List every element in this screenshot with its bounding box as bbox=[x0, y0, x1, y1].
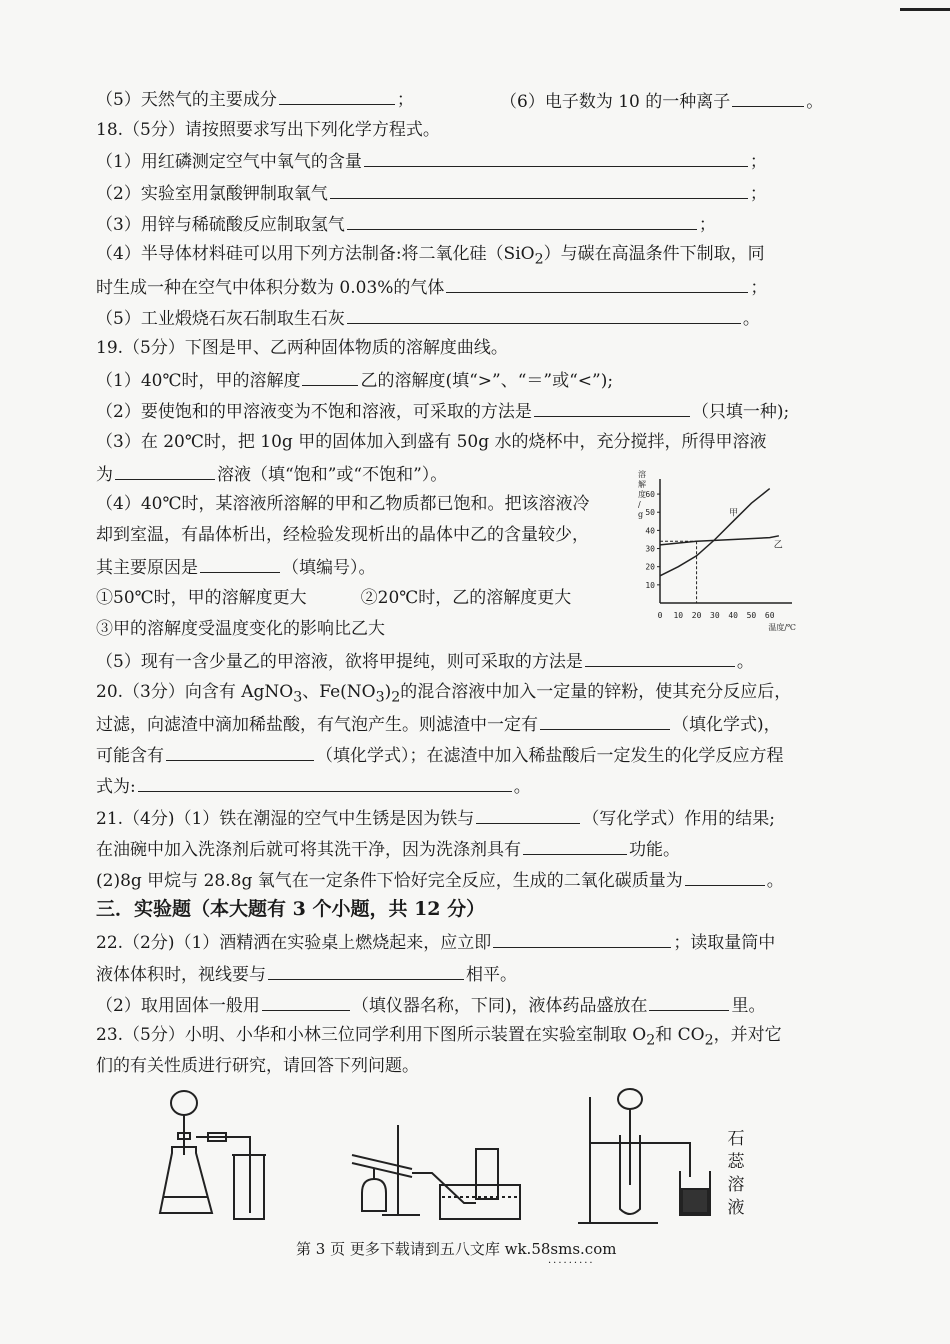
y-tick-label: 50 bbox=[645, 508, 655, 518]
q20-text: ) bbox=[384, 682, 392, 702]
x-tick-label: 0 bbox=[657, 611, 663, 620]
q18-item4-line2 bbox=[96, 275, 767, 299]
solubility-chart bbox=[630, 465, 800, 640]
answer-blank[interactable] bbox=[347, 212, 697, 230]
q23-text: 23.（5分）小明、小华和小林三位同学利用下图所示装置在实验室制取 O bbox=[96, 1025, 647, 1045]
x-tick-label: 50 bbox=[746, 611, 757, 620]
q18-item2 bbox=[96, 181, 767, 205]
q18-heading: 18.（5分）请按照要求写出下列化学方程式。 bbox=[96, 120, 440, 140]
lab-apparatus-figure bbox=[150, 1085, 770, 1235]
chart-axes bbox=[660, 479, 792, 603]
q17-item5-text: （5）天然气的主要成分 bbox=[96, 90, 277, 110]
chart-labels bbox=[638, 469, 796, 632]
q22-text: （填仪器名称，下同)，液体药品盛放在 bbox=[351, 996, 648, 1016]
q19-item1-text-cont: 乙的溶解度(填“>”、“＝”或“<”); bbox=[360, 371, 614, 391]
q20-text: （填化学式)， bbox=[672, 715, 781, 735]
q17-item5-end: ； bbox=[396, 90, 414, 110]
q21-text: 在油碗中加入洗涤剂后就可将其洗干净，因为洗涤剂具有 bbox=[96, 840, 521, 860]
y-tick-label: 20 bbox=[645, 562, 655, 572]
x-tick-label: 10 bbox=[673, 611, 684, 620]
chart-series bbox=[660, 489, 779, 603]
q18-item1-text: （1）用红磷测定空气中氧气的含量 bbox=[96, 152, 362, 172]
answer-blank[interactable] bbox=[166, 743, 314, 761]
series-label: 甲 bbox=[729, 508, 739, 519]
answer-blank[interactable] bbox=[279, 87, 395, 105]
y-tick-label: 40 bbox=[645, 526, 655, 536]
litmus-solution-label: 石蕊溶液 bbox=[727, 1129, 745, 1218]
x-tick-label: 30 bbox=[710, 611, 720, 620]
q19-item4-line2: 却到室温，有晶体析出，经检验发现析出的晶体中乙的含量较少， bbox=[96, 525, 589, 545]
q18-item5-text: （5）工业煅烧石灰石制取生石灰 bbox=[96, 309, 345, 329]
section-3-title: 三．实验题（本大题有 3 个小题，共 12 分） bbox=[96, 898, 486, 920]
q18-item4-line1 bbox=[96, 243, 765, 270]
answer-blank[interactable] bbox=[493, 930, 671, 948]
q20-text: 式为: bbox=[96, 777, 136, 797]
punct: ； bbox=[750, 278, 768, 298]
q19-item3-line1: （3）在 20℃时，把 10g 甲的固体加入到盛有 50g 水的烧杯中，充分搅拌，所得甲溶液 bbox=[96, 432, 767, 452]
answer-blank[interactable] bbox=[115, 462, 215, 480]
punct: 。 bbox=[742, 309, 760, 329]
x-tick-label: 60 bbox=[764, 611, 775, 620]
q20-text: 20.（3分）向含有 AgNO bbox=[96, 682, 294, 702]
q20-line4 bbox=[96, 774, 531, 798]
q21-text: （写化学式）作用的结果; bbox=[582, 809, 776, 829]
q17-item5 bbox=[96, 87, 414, 111]
q18-item4-text-cont: ）与碳在高温条件下制取，同 bbox=[543, 244, 765, 264]
q23-text: ，并对它 bbox=[713, 1025, 782, 1045]
q22-text: 液体体积时，视线要与 bbox=[96, 965, 266, 985]
apparatus-c bbox=[578, 1089, 710, 1223]
q19-item3-text-cont: 溶液（填“饱和”或“不饱和”）。 bbox=[217, 465, 448, 485]
x-axis-label: 温度/℃ bbox=[768, 623, 796, 632]
subscript: 2 bbox=[704, 1032, 714, 1049]
answer-blank[interactable] bbox=[364, 149, 748, 167]
punct: 。 bbox=[766, 871, 784, 891]
q18-item4-text: （4）半导体材料硅可以用下列方法制备:将二氧化硅（SiO bbox=[96, 244, 535, 264]
q19-item5-text: （5）现有一含少量乙的甲溶液，欲将甲提纯，则可采取的方法是 bbox=[96, 652, 583, 672]
page-footer: 第 3 页 更多下载请到五八文库 wk.58sms.com bbox=[296, 1240, 617, 1258]
q23-line1 bbox=[96, 1024, 782, 1051]
q21-text: 功能。 bbox=[629, 840, 680, 860]
punct: ； bbox=[749, 184, 767, 204]
q19-item2-text: （2）要使饱和的甲溶液变为不饱和溶液，可采取的方法是 bbox=[96, 402, 532, 422]
answer-blank[interactable] bbox=[649, 993, 729, 1011]
answer-blank[interactable] bbox=[523, 837, 627, 855]
q19-item5 bbox=[96, 649, 754, 673]
q19-item4-line1: （4）40℃时，某溶液所溶解的甲和乙物质都已饱和。把该溶液冷 bbox=[96, 494, 590, 514]
answer-blank[interactable] bbox=[534, 399, 690, 417]
answer-blank[interactable] bbox=[330, 181, 748, 199]
q20-text: 的混合溶液中加入一定量的锌粉，使其充分反应后， bbox=[400, 682, 792, 702]
q21-line3 bbox=[96, 868, 784, 892]
q19-item4-line3 bbox=[96, 555, 376, 579]
q21-line1 bbox=[96, 806, 775, 830]
q18-item4-text-line2: 时生成一种在空气中体积分数为 0.03%的气体 bbox=[96, 278, 445, 298]
punct: 。 bbox=[736, 652, 754, 672]
q23-text: 和 CO bbox=[655, 1025, 705, 1045]
q20-line2 bbox=[96, 712, 781, 736]
answer-blank[interactable] bbox=[446, 275, 748, 293]
q23-line2: 们的有关性质进行研究，请回答下列问题。 bbox=[96, 1056, 419, 1076]
option-2: ②20℃时，乙的溶解度更大 bbox=[360, 588, 572, 608]
footer-dots: ········· bbox=[548, 1258, 595, 1269]
q19-item3-text: 为 bbox=[96, 465, 113, 485]
q17-item6-text: （6）电子数为 10 的一种离子 bbox=[500, 92, 731, 112]
option-3: ③甲的溶解度受温度变化的影响比乙大 bbox=[96, 619, 385, 639]
x-tick-label: 20 bbox=[691, 611, 702, 620]
q17-item6-end: 。 bbox=[806, 92, 824, 112]
q17-item6 bbox=[500, 87, 823, 112]
series-label: 乙 bbox=[773, 540, 783, 551]
q22-line2 bbox=[96, 962, 517, 986]
answer-blank[interactable] bbox=[732, 89, 804, 107]
answer-blank[interactable] bbox=[138, 774, 512, 792]
answer-blank[interactable] bbox=[347, 306, 741, 324]
y-tick-label: 60 bbox=[645, 490, 655, 500]
x-tick-label: 40 bbox=[728, 611, 738, 620]
y-axis-label: 溶解度/ g bbox=[638, 470, 646, 519]
q19-item2-text-cont: （只填一种); bbox=[691, 402, 790, 422]
answer-blank[interactable] bbox=[302, 368, 358, 386]
q20-text: 可能含有 bbox=[96, 746, 164, 766]
answer-blank[interactable] bbox=[585, 649, 735, 667]
punct: ； bbox=[749, 152, 767, 172]
answer-blank[interactable] bbox=[262, 993, 350, 1011]
q22-line1 bbox=[96, 930, 775, 954]
series-line-jia bbox=[660, 489, 770, 576]
q20-text: 、Fe(NO bbox=[302, 682, 376, 702]
q19-item4-text-cont: （填编号）。 bbox=[282, 558, 376, 578]
subscript: 3 bbox=[293, 689, 303, 706]
subscript: 2 bbox=[646, 1032, 656, 1049]
q21-text: 21.（4分)（1）铁在潮湿的空气中生锈是因为铁与 bbox=[96, 809, 475, 829]
q22-line3 bbox=[96, 993, 765, 1017]
q22-text: （2）取用固体一般用 bbox=[96, 996, 260, 1016]
q22-text: 22.（2分)（1）酒精洒在实验桌上燃烧起来，应立即 bbox=[96, 933, 492, 953]
series-line-yi bbox=[660, 536, 779, 545]
subscript: 3 bbox=[375, 689, 385, 706]
q18-item2-text: （2）实验室用氯酸钾制取氧气 bbox=[96, 184, 328, 204]
q20-line3 bbox=[96, 743, 784, 767]
answer-blank[interactable] bbox=[685, 868, 765, 886]
q19-options-row bbox=[96, 587, 571, 609]
subscript: 2 bbox=[534, 251, 544, 268]
q18-item5 bbox=[96, 306, 760, 330]
punct: ； bbox=[698, 215, 716, 235]
subscript: 2 bbox=[391, 689, 401, 706]
q19-item4-text: 其主要原因是 bbox=[96, 558, 198, 578]
q22-text: ；读取量筒中 bbox=[673, 933, 776, 953]
answer-blank[interactable] bbox=[200, 555, 280, 573]
q21-line2 bbox=[96, 837, 680, 861]
y-tick-label: 30 bbox=[645, 544, 655, 554]
q18-item3-text: （3）用锌与稀硫酸反应制取氢气 bbox=[96, 215, 345, 235]
chart-ticks bbox=[645, 490, 774, 620]
q19-heading: 19.（5分）下图是甲、乙两种固体物质的溶解度曲线。 bbox=[96, 338, 508, 358]
answer-blank[interactable] bbox=[476, 806, 580, 824]
q22-text: 相平。 bbox=[466, 965, 517, 985]
punct: 。 bbox=[513, 777, 531, 797]
answer-blank[interactable] bbox=[540, 712, 670, 730]
option-1: ①50℃时，甲的溶解度更大 bbox=[96, 588, 307, 608]
q19-item3-line2 bbox=[96, 462, 447, 486]
scan-mark bbox=[900, 8, 950, 11]
q20-text: 过滤，向滤渣中滴加稀盐酸，有气泡产生。则滤渣中一定有 bbox=[96, 715, 538, 735]
q19-item2 bbox=[96, 399, 789, 423]
y-tick-label: 10 bbox=[645, 580, 655, 590]
apparatus-a bbox=[160, 1091, 266, 1219]
q21-text: (2)8g 甲烷与 28.8g 氧气在一定条件下恰好完全反应，生成的二氧化碳质量为 bbox=[96, 871, 683, 891]
q18-item3 bbox=[96, 212, 716, 236]
q22-text: 里。 bbox=[731, 996, 766, 1016]
q20-line1 bbox=[96, 681, 791, 708]
answer-blank[interactable] bbox=[268, 962, 464, 980]
q18-item1 bbox=[96, 149, 767, 173]
apparatus-b bbox=[352, 1125, 520, 1219]
q20-text: （填化学式）；在滤渣中加入稀盐酸后一定发生的化学反应方程 bbox=[316, 746, 784, 766]
q19-item1 bbox=[96, 368, 613, 392]
q19-item1-text: （1）40℃时，甲的溶解度 bbox=[96, 371, 301, 391]
